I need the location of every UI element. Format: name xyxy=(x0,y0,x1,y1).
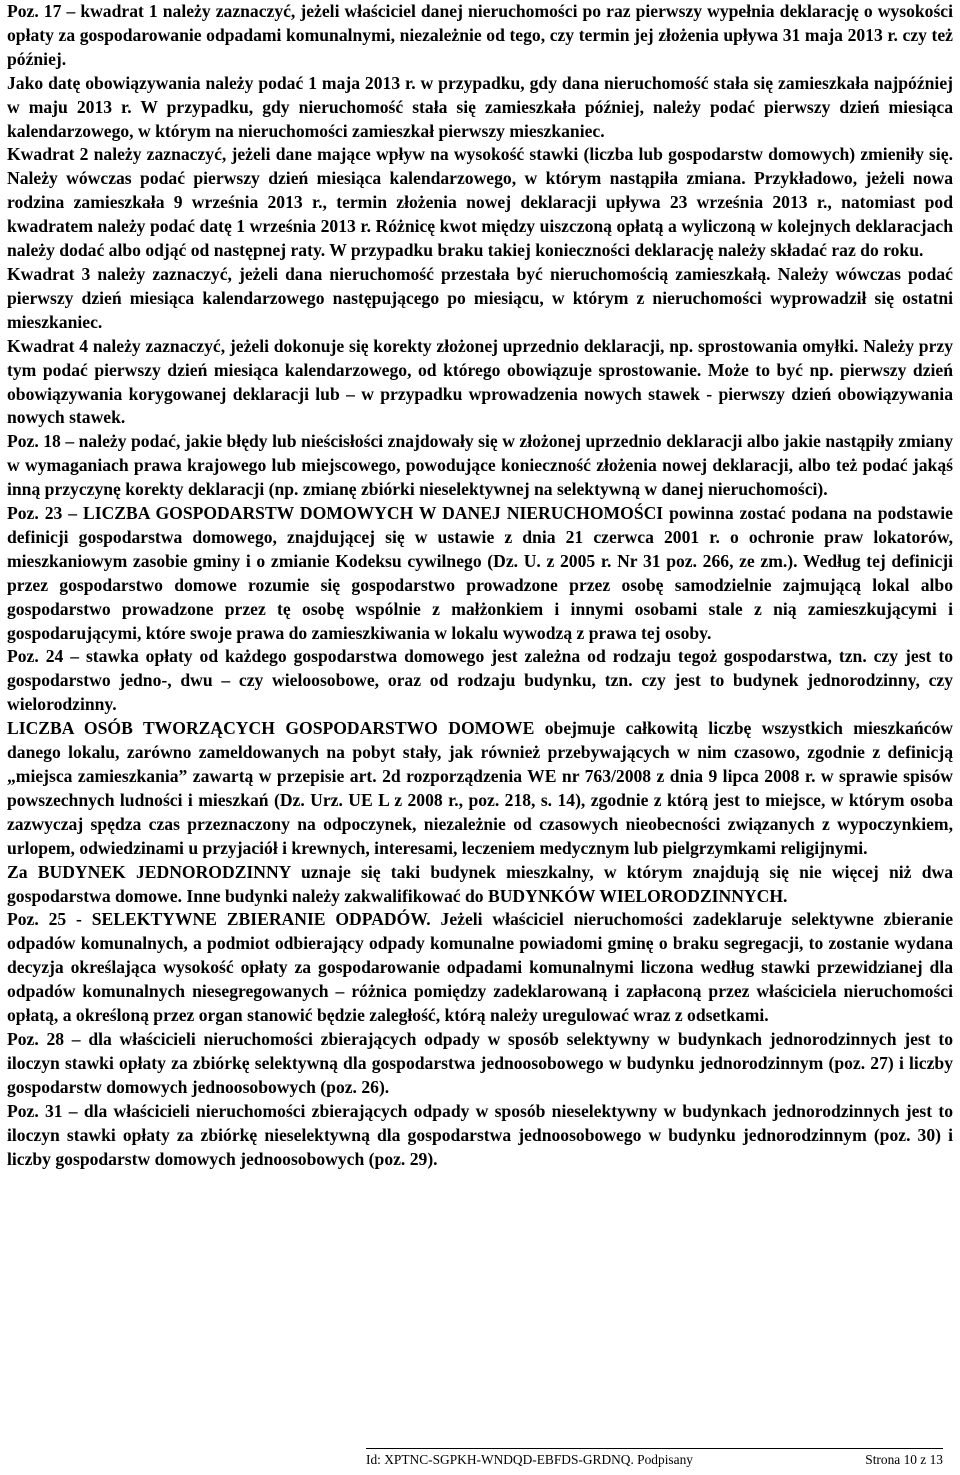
page-number: Strona 10 z 13 xyxy=(865,1452,943,1467)
paragraph-poz-17: Poz. 17 – kwadrat 1 należy zaznaczyć, jeżeli właściciel danej nieruchomości po raz pierwszy wypełnia deklarację o wysokości opłaty za gospodarowanie odpadami komunalnymi, niezależnie od tego, czy termin jej złożenia upływa 31 maja 2013 r. czy też później. xyxy=(7,1,953,69)
document-id: Id: XPTNC-SGPKH-WNDQD-EBFDS-GRDNQ. Podpisany xyxy=(366,1452,693,1467)
paragraph-household-persons: LICZBA OSÓB TWORZĄCYCH GOSPODARSTWO DOMOWE obejmuje całkowitą liczbę wszystkich mieszkańców danego lokalu, zarówno zameldowanych na pobyt stały, jak również przebywających w nim czasowo, zgodnie z definicją „miejsca zamieszkania” zawartą w przepisie art. 2d rozporządzenia WE nr 763/2008 z dnia 9 lipca 2008 r. w sprawie spisów powszechnych ludności i mieszkań (Dz. Urz. UE L z 2008 r., poz. 218, s. 14), zgodnie z którą jest to miejsce, w którym osoba zazwyczaj spędza czas przeznaczony na odpoczynek, niezależnie od czasowych nieobecności związanych z wypoczynkiem, urlopem, odwiedzinami u przyjaciół i krewnych, interesami, leczeniem medycznym lub pielgrzymkami religijnymi. xyxy=(7,718,953,858)
paragraph-poz-28: Poz. 28 – dla właścicieli nieruchomości zbierających odpady w sposób selektywny w budynkach jednorodzinnych jest to iloczyn stawki opłaty za zbiórkę selektywną dla gospodarstwa jednoosobowego w budynku jednorodzinnym (poz. 27) i liczby gospodarstw domowych jednoosobowych (poz. 26). xyxy=(7,1028,953,1097)
paragraph-poz-23: Poz. 23 – LICZBA GOSPODARSTW DOMOWYCH W DANEJ NIERUCHOMOŚCI powinna zostać podana na podstawie definicji gospodarstwa domowego, znajdującej się w ustawie z dnia 21 czerwca 2001 r. o ochronie praw lokatorów, mieszkaniowym zasobie gminy i o zmianie Kodeksu cywilnego (Dz. U. z 2005 r. Nr 31 poz. 266, ze zm.). Według tej definicji przez gospodarstwo domowe rozumie się gospodarstwo prowadzone przez osobę samodzielnie zajmującą lokal albo gospodarstwo prowadzone przez tę osobę wspólnie z małżonkiem i innymi osobami stale z nią zamieszkującymi i gospodarującymi, które swoje prawa do zamieszkiwania w lokalu wywodzą z prawa tej osoby. xyxy=(7,503,953,643)
paragraph-date-validity: Jako datę obowiązywania należy podać 1 maja 2013 r. w przypadku, gdy dana nieruchomość stała się zamieszkała najpóźniej w maju 2013 r. W przypadku, gdy nieruchomość stała się zamieszkała później, należy podać pierwszy dzień miesiąca kalendarzowego, w którym na nieruchomości zamieszkał pierwszy mieszkaniec. xyxy=(7,72,953,141)
paragraph-poz-31: Poz. 31 – dla właścicieli nieruchomości zbierających odpady w sposób nieselektywny w budynkach jednorodzinnych jest to iloczyn stawki opłaty za zbiórkę nieselektywną dla gospodarstwa jednoosobowego w budynku jednorodzinnym (poz. 30) i liczby gospodarstw domowych jednoosobowych (poz. 29). xyxy=(7,1100,953,1169)
paragraph-poz-18: Poz. 18 – należy podać, jakie błędy lub nieścisłości znajdowały się w złożonej uprzednio deklaracji albo jakie nastąpiły zmiany w wymaganiach prawa krajowego lub miejscowego, powodujące konieczność złożenia nowej deklaracji, albo też podać jakąś inną przyczynę korekty deklaracji (np. zmianę zbiórki nieselektywnej na selektywną w danej nieruchomości). xyxy=(7,431,953,500)
paragraph-kwadrat-4: Kwadrat 4 należy zaznaczyć, jeżeli dokonuje się korekty złożonej uprzednio deklaracji, np. sprostowania omyłki. Należy przy tym podać pierwszy dzień miesiąca kalendarzowego, od którego obowiązuje sprostowanie. Może to być np. pierwszy dzień obowiązywania korygowanej deklaracji lub – w przypadku wprowadzenia nowych stawek - pierwszy dzień obowiązywania nowych stawek. xyxy=(7,335,953,428)
paragraph-single-family-building: Za BUDYNEK JEDNORODZINNY uznaje się taki budynek mieszkalny, w którym znajdują się nie więcej niż dwa gospodarstwa domowe. Inne budynki należy zakwalifikować do BUDYNKÓW WIELORODZINNYCH. xyxy=(7,861,953,906)
paragraph-kwadrat-2: Kwadrat 2 należy zaznaczyć, jeżeli dane mające wpływ na wysokość stawki (liczba lub gospodarstw domowych) zmieniły się. Należy wówczas podać pierwszy dzień miesiąca kalendarzowego, w którym nastąpiła zmiana. Przykładowo, jeżeli nowa rodzina zamieszkała 9 września 2013 r., termin złożenia nowej deklaracji upływa 23 września 2013 r., natomiast pod kwadratem należy podać datę 1 września 2013 r. Różnicę kwot między uiszczoną opłatą a wyliczoną w kolejnych deklaracjach należy dodać albo odjąć od następnej raty. W przypadku braku takiej konieczności deklarację należy składać raz do roku. xyxy=(7,144,953,261)
footer-divider xyxy=(366,1448,943,1449)
document-body xyxy=(7,0,953,1171)
paragraph-kwadrat-3: Kwadrat 3 należy zaznaczyć, jeżeli dana nieruchomość przestała być nieruchomością zamieszkałą. Należy wówczas podać pierwszy dzień miesiąca kalendarzowego następującego po miesiącu, w którym z nieruchomości wyprowadził się ostatni mieszkaniec. xyxy=(7,263,953,332)
paragraph-poz-25: Poz. 25 - SELEKTYWNE ZBIERANIE ODPADÓW. Jeżeli właściciel nieruchomości zadeklaruje selektywne zbieranie odpadów komunalnych, a podmiot odbierający odpady komunalne powiadomi gminę o braku segregacji, to zostanie wydana decyzja określająca wysokość opłaty za gospodarowanie odpadami komunalnymi liczona według stawki przewidzianej dla odpadów komunalnych niesegregowanych – różnica pomiędzy zadeklarowaną i zapłaconą przez właściciela nieruchomości opłatą, a określoną przez organ stanowić będzie zaległość, którą należy uregulować wraz z odsetkami. xyxy=(7,909,953,1026)
paragraph-poz-24: Poz. 24 – stawka opłaty od każdego gospodarstwa domowego jest zależna od rodzaju tegoż gospodarstwa, tzn. czy jest to gospodarstwo jedno-, dwu – czy wieloosobowe, oraz od rodzaju budynku, tzn. czy jest to budynek jednorodzinny, czy wielorodzinny. xyxy=(7,646,953,715)
